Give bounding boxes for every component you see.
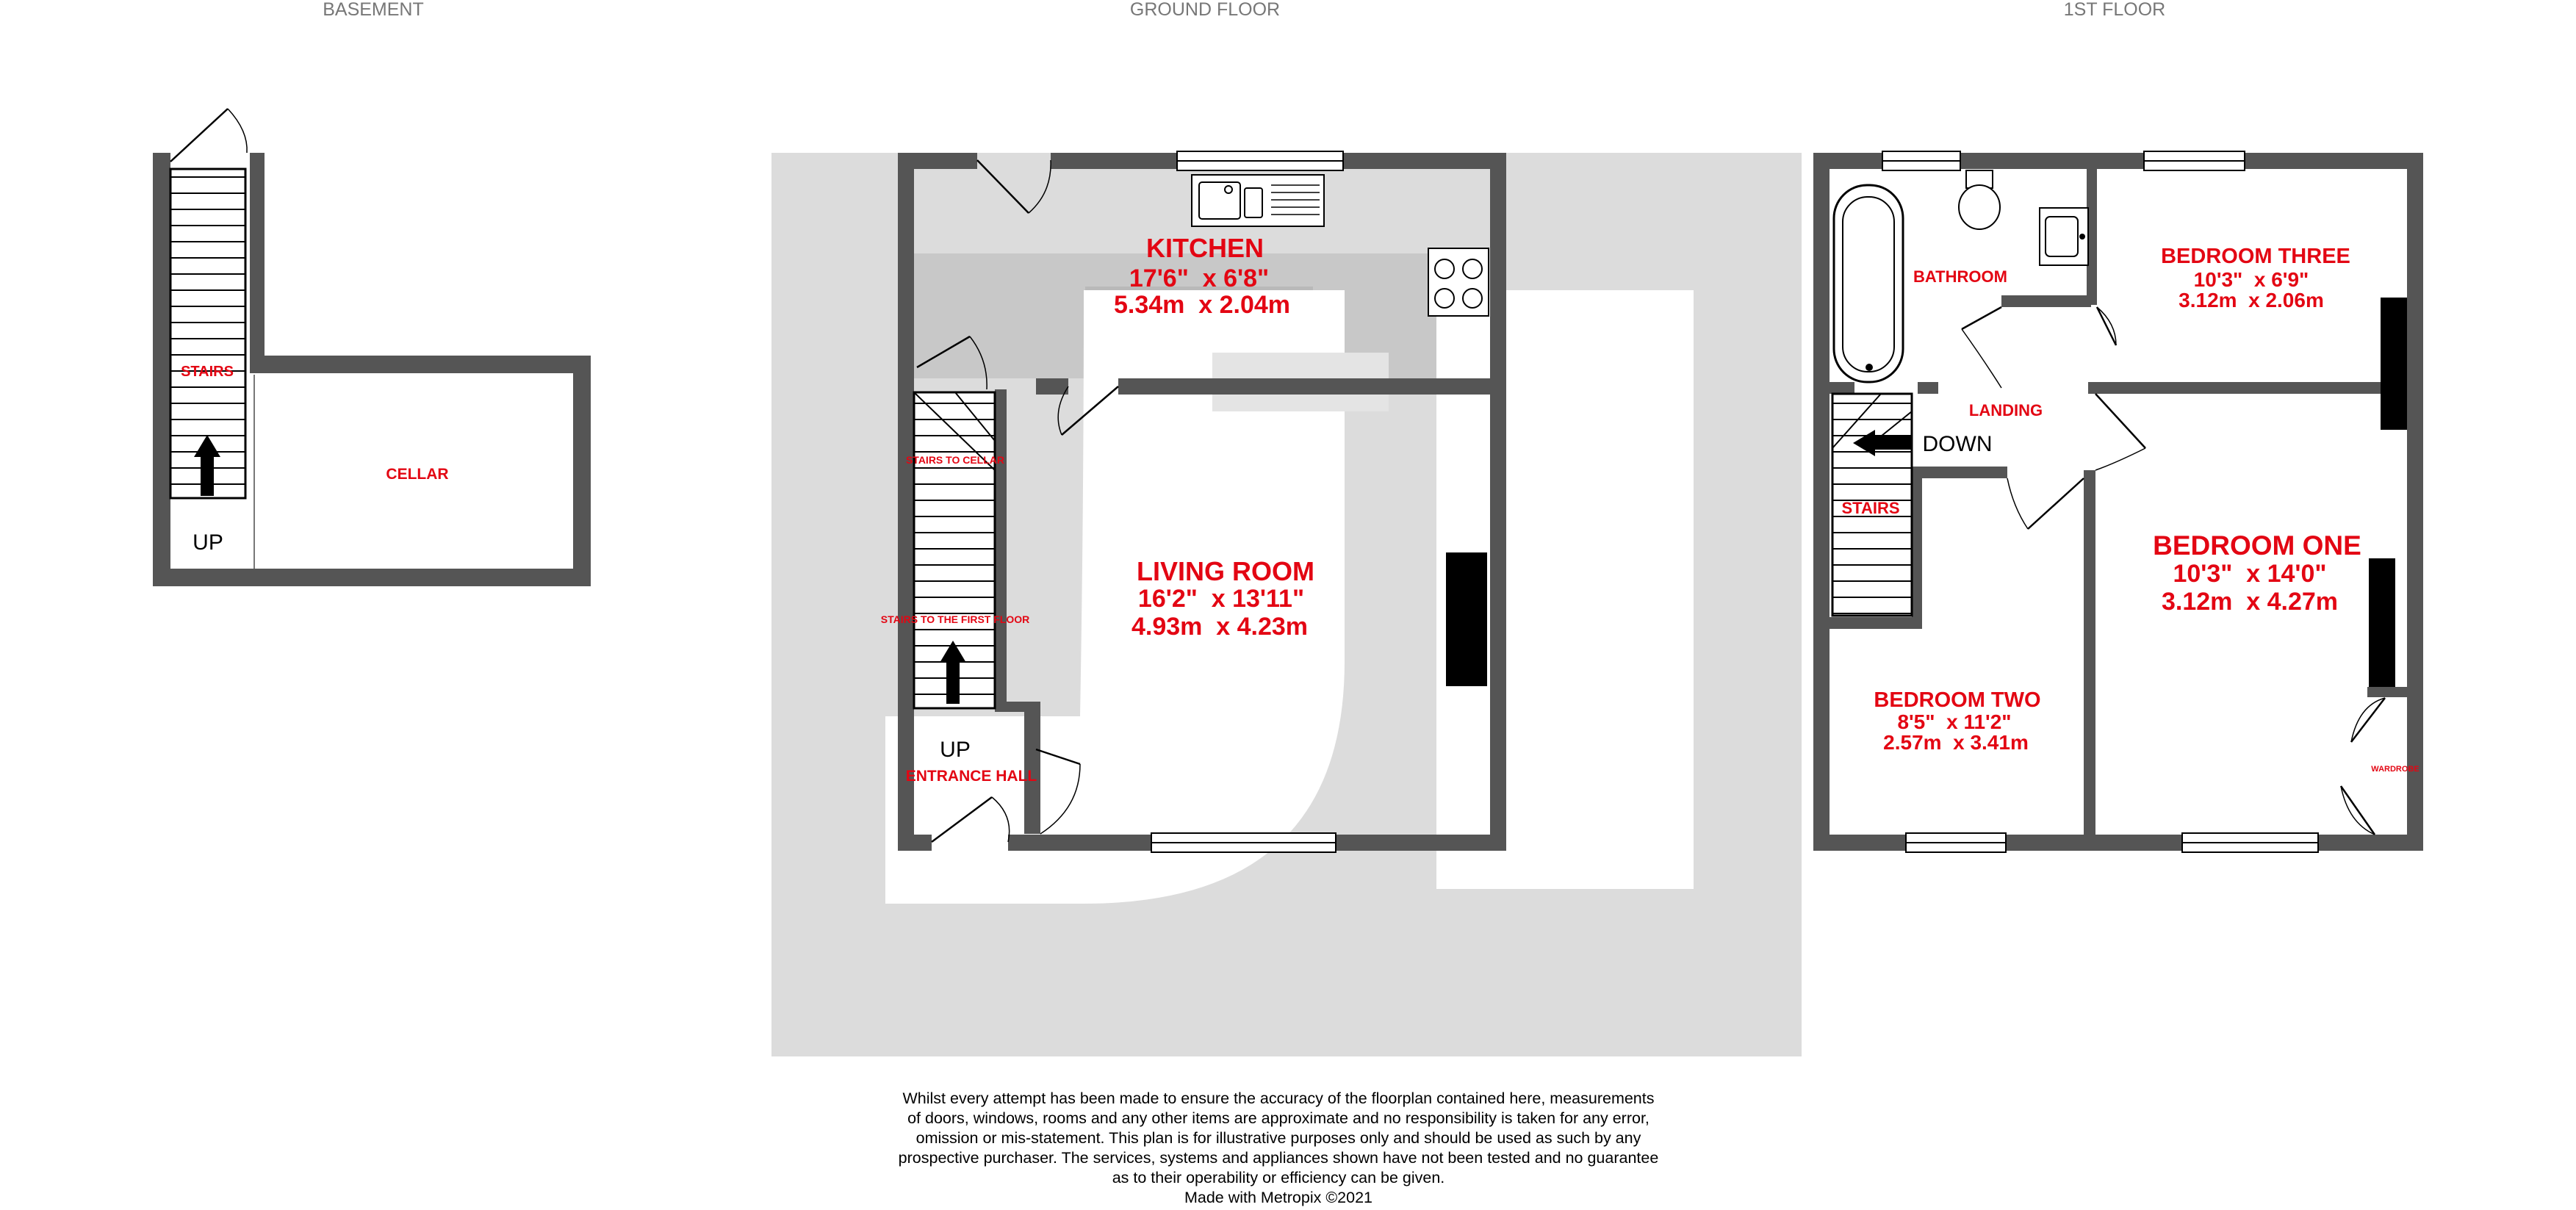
- ground-up-label: UP: [940, 738, 971, 762]
- floor-title-ground: GROUND FLOOR: [1129, 0, 1281, 20]
- bath-icon: [1834, 185, 1903, 382]
- disclaimer: [845, 1089, 1712, 1208]
- fireplace: [1446, 552, 1487, 686]
- stairs-to-first-floor-label: STAIRS TO THE FIRST FLOOR: [880, 613, 1030, 625]
- bedroom-three-metric: 3.12m x 2.06m: [2179, 289, 2324, 311]
- floor-title-first: 1ST FLOOR: [2063, 0, 2166, 20]
- bathroom-label: BATHROOM: [1913, 267, 2007, 286]
- bathroom-door: [1962, 307, 2001, 388]
- wardrobe-label: WARDROBE: [2371, 765, 2420, 774]
- cellar-label: CELLAR: [386, 466, 449, 483]
- bedroom-two-door: [2007, 478, 2084, 529]
- living-room-metric: 4.93m x 4.23m: [1131, 613, 1309, 641]
- first-stairs-label: STAIRS: [1841, 499, 1900, 517]
- disclaimer-line: Whilst every attempt has been made to ensure the accuracy of the floorplan contained here, measurements: [902, 1090, 1655, 1107]
- bedroom-two-label: BEDROOM TWO: [1874, 688, 2041, 712]
- disclaimer-line: omission or mis-statement. This plan is for illustrative purposes only and should be used as such by any: [915, 1129, 1641, 1147]
- landing-label: LANDING: [1968, 401, 2043, 419]
- bedroom-two-metric: 2.57m x 3.41m: [1883, 731, 2029, 754]
- sink-icon: [1192, 175, 1324, 226]
- kitchen-metric: 5.34m x 2.04m: [1113, 291, 1291, 319]
- hob-icon: [1428, 248, 1489, 316]
- disclaimer-line: as to their operability or efficiency can be given.: [1112, 1169, 1445, 1186]
- floor-title-basement: BASEMENT: [323, 0, 424, 20]
- kitchen-label: KITCHEN: [1146, 233, 1264, 263]
- disclaimer-credit: Made with Metropix ©2021: [1184, 1189, 1373, 1206]
- first-down-label: DOWN: [1922, 432, 1993, 456]
- basement-stairs-label: STAIRS: [181, 364, 234, 380]
- basement-plan: [153, 109, 591, 586]
- entrance-hall-label: ENTRANCE HALL: [905, 768, 1037, 785]
- bedroom-one-imperial: 10'3" x 14'0": [2173, 560, 2327, 588]
- bedroom-three-label: BEDROOM THREE: [2161, 245, 2350, 268]
- bedroom-three-door: [2097, 307, 2116, 345]
- bedroom-one-metric: 3.12m x 4.27m: [2161, 588, 2339, 616]
- bedroom-two-imperial: 8'5" x 11'2": [1897, 710, 2012, 733]
- basement-up-label: UP: [193, 530, 223, 555]
- kitchen-imperial: 17'6" x 6'8": [1129, 264, 1270, 292]
- living-room-label: LIVING ROOM: [1137, 556, 1314, 586]
- bedroom-one-label: BEDROOM ONE: [2153, 530, 2361, 561]
- disclaimer-line: of doors, windows, rooms and any other items are approximate and no responsibility is taken for any error,: [907, 1109, 1649, 1127]
- toilet-icon: [1959, 170, 2000, 229]
- bedroom-three-imperial: 10'3" x 6'9": [2193, 268, 2309, 291]
- bedroom-one-door: [2095, 394, 2145, 470]
- basement-door: [170, 109, 247, 162]
- disclaimer-line: prospective purchaser. The services, systems and appliances shown have not been tested and no guarantee: [898, 1149, 1659, 1167]
- stairs-to-cellar-label: STAIRS TO CELLAR: [905, 454, 1005, 466]
- living-room-imperial: 16'2" x 13'11": [1137, 585, 1305, 613]
- basin-icon: [2040, 208, 2088, 265]
